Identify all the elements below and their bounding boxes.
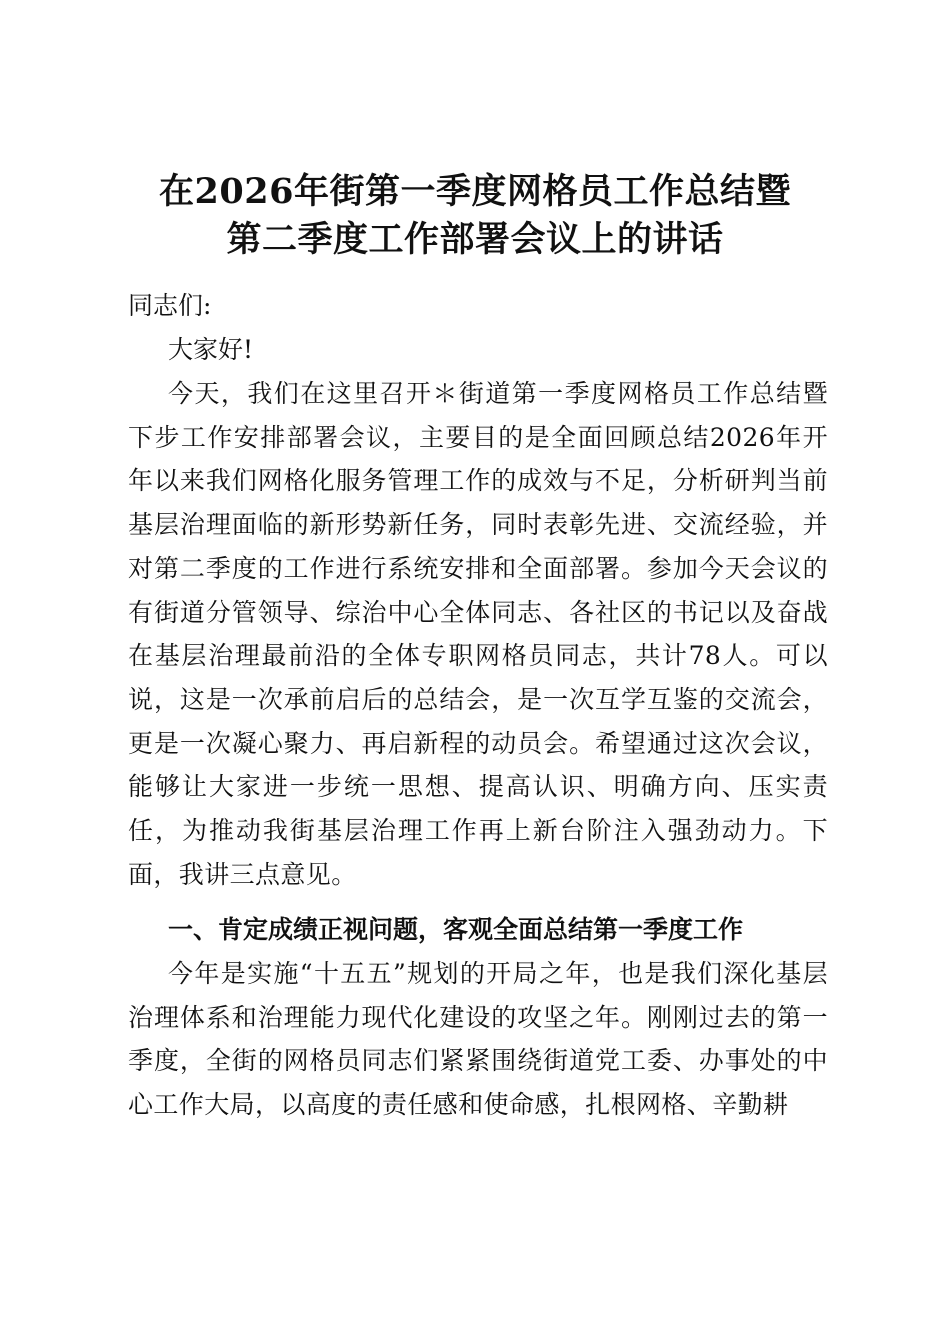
salutation: 同志们: [128, 291, 212, 320]
document-title-line-2: 第二季度工作部署会议上的讲话 [226, 219, 724, 260]
paragraph-intro: 今天，我们在这里召开＊街道第一季度网格员工作总结暨下步工作安排部署会议，主要目的是全面回顾总结2026年开年以来我们网格化服务管理工作的成效与不足，分析研判当前基层治理面临的新形势新任务，同时表彰先进、交流经验，并对第二季度的工作进行系统安排和全面部署。参加今天会议的有街道分管领导、综治中心全体同志、各社区的书记以及奋战在基层治理最前沿的全体专职网格员同志，共计78人。可以说，这是一次承前启后的总结会，是一次互学互鉴的交流会，更是一次凝心聚力、再启新程的动员会。希望通过这次会议，能够让大家进一步统一思想、提高认识、明确方向、压实责任，为推动我街基层治理工作再上新台阶注入强劲动力。下面，我讲三点意见。 [128, 379, 828, 889]
paragraph-section-1: 今年是实施“十五五”规划的开局之年，也是我们深化基层治理体系和治理能力现代化建设的攻坚之年。刚刚过去的第一季度，全街的网格员同志们紧紧围绕街道党工委、办事处的中心工作大局，以高度的责任感和使命感，扎根网格、辛勤耕 [128, 959, 828, 1120]
section-heading-1: 一、肯定成绩正视问题，客观全面总结第一季度工作 [168, 915, 744, 944]
greeting: 大家好! [168, 335, 254, 364]
document-title-line-1: 在2026年街第一季度网格员工作总结暨 [159, 171, 791, 212]
